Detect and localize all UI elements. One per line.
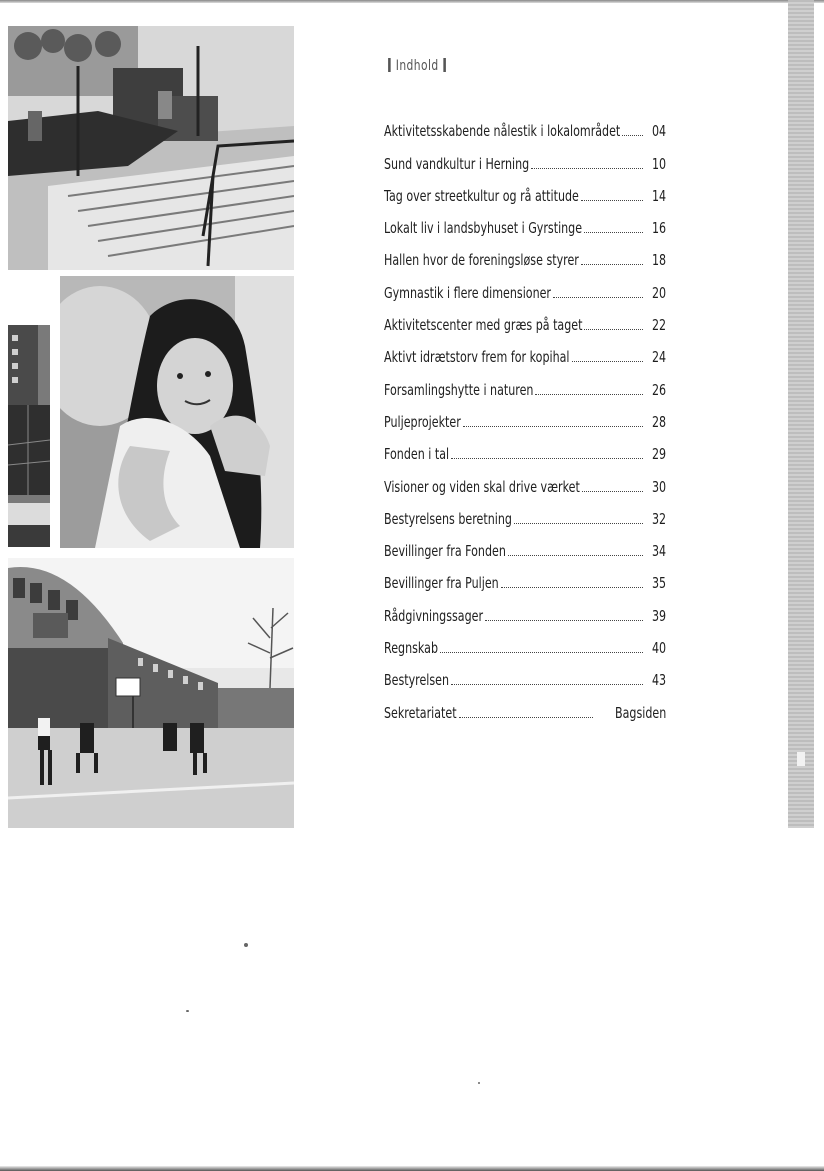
toc-entry-label-wrap: [384, 671, 449, 689]
toc-entry[interactable]: [384, 140, 666, 172]
toc-entry-leader-dots: [581, 264, 643, 265]
toc-entry-leader-dots: [572, 361, 643, 362]
table-of-contents: [384, 108, 666, 722]
toc-heading-text: Indhold: [395, 58, 439, 74]
toc-entry-page-number: 39: [651, 606, 666, 625]
toc-entry-leader-dots: [459, 717, 593, 718]
toc-entry-label: Fonden i tal: [384, 445, 450, 464]
toc-entry-leader-dots: [485, 620, 643, 621]
toc-entry[interactable]: [384, 237, 666, 269]
toc-entry-label-wrap: [384, 219, 582, 237]
toc-entry-label: Tag over streetkultur og rå attitude: [384, 186, 579, 205]
scan-edge-bottom: [0, 1166, 824, 1171]
toc-entry-label-wrap: [384, 510, 512, 528]
toc-entry-page-number: 40: [651, 639, 666, 658]
toc-entry-leader-dots: [535, 394, 642, 395]
toc-entry-page-number: 34: [651, 542, 666, 561]
toc-entry-page-number: Bagsiden: [614, 703, 666, 722]
toc-entry-label-wrap: [384, 542, 506, 560]
toc-entry[interactable]: [384, 205, 666, 237]
toc-entry-label: Aktivitetscenter med græs på taget: [384, 316, 583, 335]
toc-entry[interactable]: [384, 366, 666, 398]
toc-entry-page-number: 32: [651, 509, 666, 528]
toc-entry-leader-dots: [553, 297, 643, 298]
toc-entry-leader-dots: [451, 684, 643, 685]
toc-entry-page-number: 24: [651, 348, 666, 367]
toc-entry[interactable]: [384, 592, 666, 624]
toc-entry-label-wrap: [384, 284, 551, 302]
toc-entry-label-wrap: [384, 316, 582, 334]
toc-entry-label-wrap: [384, 445, 449, 463]
toc-entry[interactable]: [384, 399, 666, 431]
heading-bar-left: [388, 58, 391, 72]
building-facade-photo: [8, 325, 50, 547]
heading-bar-right: [444, 58, 447, 72]
toc-entry[interactable]: [384, 657, 666, 689]
toc-entry-label: Bevillinger fra Fonden: [384, 542, 506, 561]
toc-entry-leader-dots: [584, 329, 642, 330]
toc-entry-label-wrap: [384, 478, 580, 496]
toc-entry-label-wrap: [384, 381, 533, 399]
toc-entry[interactable]: [384, 625, 666, 657]
toc-entry[interactable]: [384, 173, 666, 205]
toc-entry-leader-dots: [501, 587, 643, 588]
toc-entry-label: Puljeprojekter: [384, 412, 461, 431]
toc-heading: [383, 58, 451, 74]
toc-entry-page-number: 30: [651, 477, 666, 496]
toc-entry[interactable]: [384, 269, 666, 301]
scan-speck: [478, 1082, 480, 1084]
toc-entry-label: Rådgivningssager: [384, 606, 484, 625]
toc-entry-page-number: 20: [651, 283, 666, 302]
toc-entry-label: Gymnastik i flere dimensioner: [384, 283, 552, 302]
toc-entry-label: Visioner og viden skal drive værket: [384, 477, 580, 496]
toc-entry-leader-dots: [581, 200, 643, 201]
toc-entry-label: Forsamlingshytte i naturen: [384, 380, 534, 399]
toc-entry-leader-dots: [584, 232, 643, 233]
toc-entry-label-wrap: [384, 574, 499, 592]
toc-entry[interactable]: [384, 463, 666, 495]
toc-entry-page-number: 04: [651, 122, 666, 141]
toc-entry-page-number: 10: [651, 154, 666, 173]
toc-entry[interactable]: [384, 528, 666, 560]
toc-entry-leader-dots: [451, 458, 643, 459]
toc-entry-label-wrap: [384, 155, 529, 173]
toc-entry[interactable]: [384, 689, 666, 721]
toc-entry-label-wrap: [384, 122, 620, 140]
basketball-court-photo: [8, 558, 294, 828]
toc-entry[interactable]: [384, 496, 666, 528]
toc-entry-leader-dots: [463, 426, 643, 427]
toc-entry[interactable]: [384, 334, 666, 366]
scan-speck: [244, 943, 248, 947]
toc-entry-leader-dots: [514, 523, 643, 524]
toc-entry-label: Bevillinger fra Puljen: [384, 574, 499, 593]
scan-edge-top: [0, 0, 824, 3]
toc-entry-page-number: 14: [651, 186, 666, 205]
toc-entry-label-wrap: [384, 187, 579, 205]
toc-entry-label: Sund vandkultur i Herning: [384, 154, 530, 173]
toc-entry-page-number: 35: [651, 574, 666, 593]
toc-entry-label-wrap: [384, 704, 457, 722]
toc-entry-page-number: 16: [651, 219, 666, 238]
toc-entry-label-wrap: [384, 251, 579, 269]
scan-speck: [186, 1010, 189, 1012]
toc-entry-page-number: 43: [651, 671, 666, 690]
toc-entry-label-wrap: [384, 607, 483, 625]
toc-entry-page-number: 28: [651, 412, 666, 431]
toc-entry[interactable]: [384, 560, 666, 592]
toc-entry-leader-dots: [508, 555, 643, 556]
toc-entry-label-wrap: [384, 639, 438, 657]
toc-entry-leader-dots: [531, 168, 643, 169]
toc-entry-label: Hallen hvor de foreningsløse styrer: [384, 251, 579, 270]
toc-entry-leader-dots: [582, 491, 643, 492]
toc-entry[interactable]: [384, 302, 666, 334]
toc-entry-label: Regnskab: [384, 639, 438, 658]
girl-climbing-photo: [60, 276, 294, 548]
toc-entry-label: Sekretariatet: [384, 703, 457, 722]
toc-entry[interactable]: [384, 431, 666, 463]
toc-entry-leader-dots: [440, 652, 643, 653]
toc-entry-label: Lokalt liv i landsbyhuset i Gyrstinge: [384, 219, 583, 238]
toc-entry-label: Bestyrelsen: [384, 671, 450, 690]
toc-entry-page-number: 22: [651, 316, 666, 335]
toc-entry-label: Bestyrelsens beretning: [384, 509, 512, 528]
toc-entry-label: Aktivt idrætstorv frem for kopihal: [384, 348, 570, 367]
toc-entry[interactable]: [384, 108, 666, 140]
page-margin-strip: [788, 0, 814, 828]
toc-entry-label-wrap: [384, 413, 461, 431]
toc-entry-label: Aktivitetsskabende nålestik i lokalområdet: [384, 122, 621, 141]
toc-entry-page-number: 18: [651, 251, 666, 270]
skatepark-rendering-photo: [8, 26, 294, 270]
toc-entry-page-number: 26: [651, 380, 666, 399]
toc-entry-page-number: 29: [651, 445, 666, 464]
toc-entry-leader-dots: [622, 135, 643, 136]
toc-entry-label-wrap: [384, 348, 570, 366]
margin-mark: [797, 752, 805, 766]
